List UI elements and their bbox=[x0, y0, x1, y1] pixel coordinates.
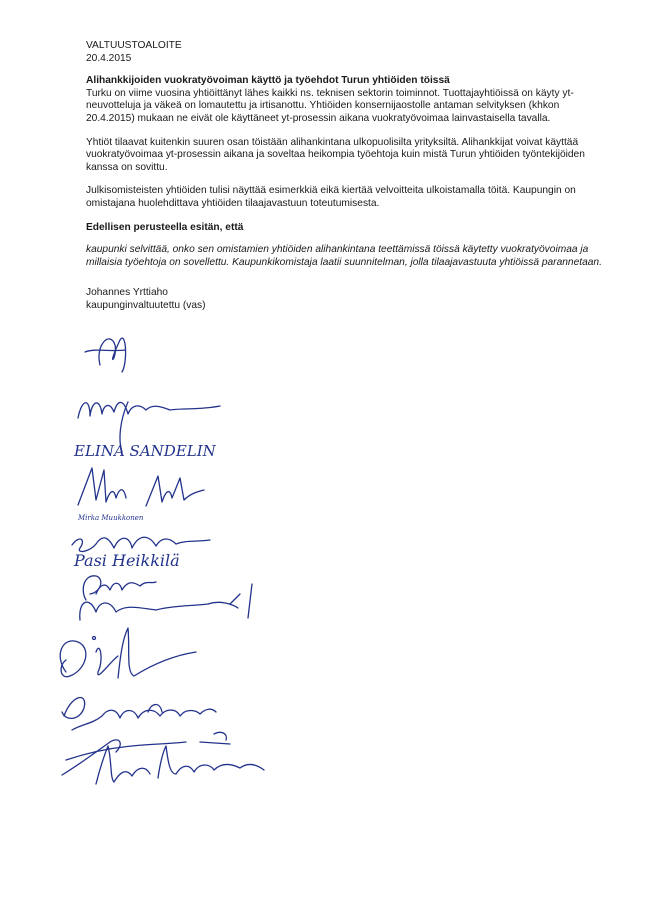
paragraph-2: Yhtiöt tilaavat kuitenkin suuren osan töistään alihankintana ulkopuolisilta yrityksiltä. Alihankkijat voivat käyttää vuokratyövoimaa yt-prosessin aikana ja soveltaa heikompia työehtoja kuin mistä Turun yhtiöiden työntekijöiden kanssa on sovittu. bbox=[86, 136, 585, 173]
handwritten-name-1: ELINA SANDELIN bbox=[74, 442, 216, 460]
document-title: Alihankkijoiden vuokratyövoiman käyttö ja työehdot Turun yhtiöiden töissä bbox=[86, 75, 450, 87]
paragraph-1: Turku on viime vuosina yhtiöittänyt lähes kaikki ns. teknisen sektorin toiminnot. Tuottajayhtiöissä on käyty yt-neuvotteluja ja väkeä on lomautettu ja irtisanottu. Yhtiöiden konsernijaostolle antaman selvityksen (khkon 20.4.2015) mukaan ne eivät ole käyttäneet yt-prosessin aikana vuokratyövoimaa lainvastaisella tavalla. bbox=[86, 87, 574, 124]
signer-name: Johannes Yrttiaho bbox=[86, 287, 168, 299]
signer-role: kaupunginvaltuutettu (vas) bbox=[86, 299, 206, 311]
document-body bbox=[86, 40, 608, 313]
signer-block bbox=[86, 287, 608, 312]
handwritten-name-2: Mirka Muukkonen bbox=[78, 514, 144, 522]
handwritten-name-3: Pasi Heikkilä bbox=[74, 551, 180, 570]
document-date: 20.4.2015 bbox=[86, 52, 132, 64]
signature-muukkonen bbox=[77, 468, 204, 522]
proposal-text: kaupunki selvittää, onko sen omistamien yhtiöiden alihankintana teettämissä töissä käytetty vuokratyövoimaa ja millaisia työehtoja on sovellettu. Kaupunkikomistaja laatii suunnitelman, jolla tilaajavastuuta yhtiöissä parannetaan. bbox=[86, 244, 602, 268]
signature-7 bbox=[62, 732, 264, 784]
signature-yrttiaho bbox=[85, 338, 126, 372]
signature-6 bbox=[62, 698, 216, 730]
paragraph-3: Julkisomisteisten yhtiöiden tulisi näyttää esimerkkiä eikä kiertää velvoitteita ulkoistamalla töitä. Kaupungin on omistajana huolehdittava yhtiöiden tilaajavastuun toteutumisesta. bbox=[86, 185, 576, 209]
signature-4 bbox=[80, 576, 252, 620]
document-type: VALTUUSTOALOITE bbox=[86, 40, 182, 51]
document-header bbox=[86, 40, 608, 65]
signature-5 bbox=[60, 628, 196, 678]
signature-sandelin bbox=[73, 402, 220, 460]
proposal-heading: Edellisen perusteella esitän, että bbox=[86, 221, 244, 233]
signature-heikkila bbox=[72, 537, 210, 570]
